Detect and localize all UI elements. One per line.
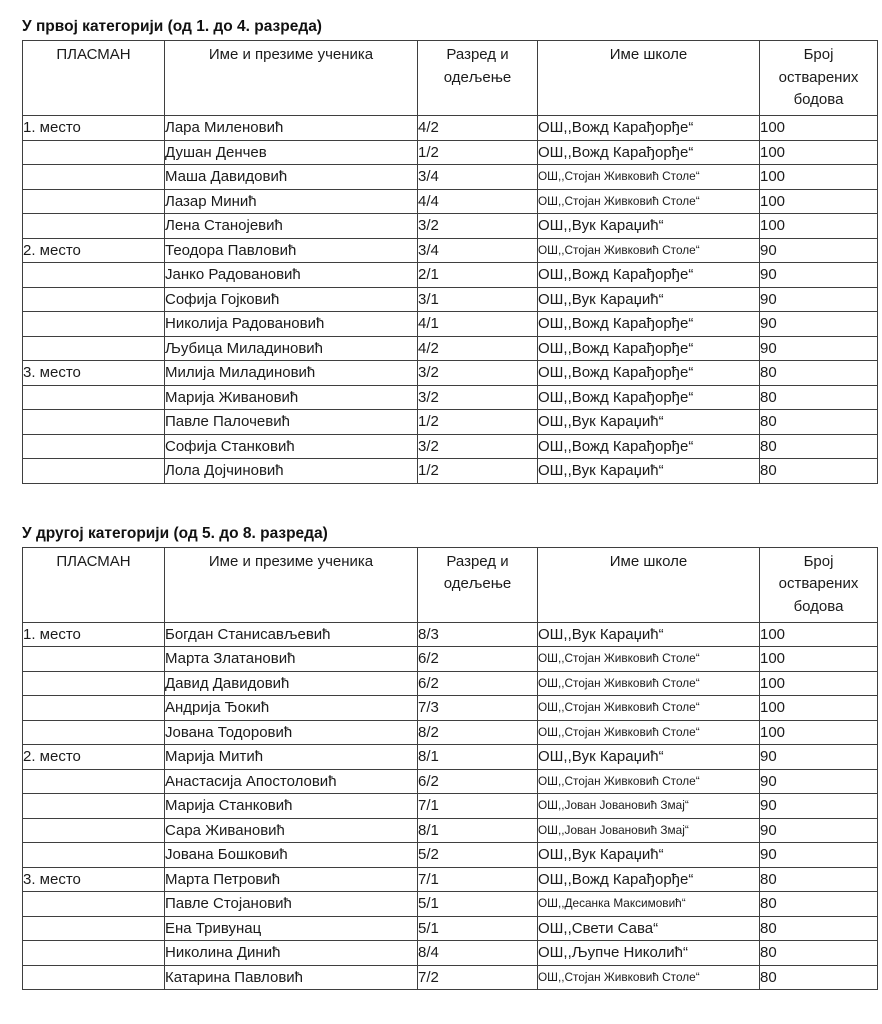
points-cell: 80 bbox=[760, 965, 878, 990]
table-row bbox=[23, 720, 878, 745]
school-cell: ОШ,,Вук Караџић“ bbox=[538, 622, 760, 647]
placement-cell bbox=[23, 647, 165, 672]
grade-cell: 7/3 bbox=[418, 696, 538, 721]
table-body bbox=[23, 622, 878, 990]
points-cell: 100 bbox=[760, 671, 878, 696]
table-row bbox=[23, 769, 878, 794]
points-cell: 100 bbox=[760, 214, 878, 239]
table-row bbox=[23, 696, 878, 721]
placement-cell bbox=[23, 794, 165, 819]
table-header-row bbox=[23, 41, 878, 116]
placement-cell: 2. место bbox=[23, 238, 165, 263]
school-cell: ОШ,,Стојан Живковић Столе“ bbox=[538, 720, 760, 745]
student-name-cell: Павле Палочевић bbox=[165, 410, 418, 435]
student-name-cell: Марта Златановић bbox=[165, 647, 418, 672]
table-row bbox=[23, 794, 878, 819]
student-name-cell: Душан Денчев bbox=[165, 140, 418, 165]
school-cell: ОШ,,Вожд Карађорђе“ bbox=[538, 312, 760, 337]
school-cell: ОШ,,Стојан Живковић Столе“ bbox=[538, 647, 760, 672]
grade-cell: 3/4 bbox=[418, 165, 538, 190]
student-name-cell: Катарина Павловић bbox=[165, 965, 418, 990]
student-name-cell: Љубица Миладиновић bbox=[165, 336, 418, 361]
placement-cell bbox=[23, 189, 165, 214]
school-cell: ОШ,,Стојан Живковић Столе“ bbox=[538, 769, 760, 794]
points-cell: 90 bbox=[760, 843, 878, 868]
grade-cell: 6/2 bbox=[418, 671, 538, 696]
student-name-cell: Јанко Радовановић bbox=[165, 263, 418, 288]
points-cell: 90 bbox=[760, 263, 878, 288]
points-cell: 100 bbox=[760, 116, 878, 141]
school-cell: ОШ,,Вук Караџић“ bbox=[538, 287, 760, 312]
table-row bbox=[23, 214, 878, 239]
points-cell: 80 bbox=[760, 916, 878, 941]
column-header-placement: ПЛАСМАН bbox=[23, 547, 165, 622]
student-name-cell: Софија Гојковић bbox=[165, 287, 418, 312]
grade-cell: 8/2 bbox=[418, 720, 538, 745]
student-name-cell: Анастасија Апостоловић bbox=[165, 769, 418, 794]
school-cell: ОШ,,Вук Караџић“ bbox=[538, 410, 760, 435]
placement-cell bbox=[23, 214, 165, 239]
grade-cell: 8/1 bbox=[418, 818, 538, 843]
category-section-second bbox=[22, 525, 882, 991]
student-name-cell: Јована Бошковић bbox=[165, 843, 418, 868]
section-title-first: У првој категорији (од 1. до 4. разреда) bbox=[22, 18, 322, 35]
grade-cell: 8/3 bbox=[418, 622, 538, 647]
student-name-cell: Николина Динић bbox=[165, 941, 418, 966]
placement-cell bbox=[23, 385, 165, 410]
column-header-student-name: Име и презиме ученика bbox=[165, 41, 418, 116]
placement-cell bbox=[23, 459, 165, 484]
points-cell: 80 bbox=[760, 385, 878, 410]
table-row bbox=[23, 287, 878, 312]
student-name-cell: Софија Станковић bbox=[165, 434, 418, 459]
results-table-first bbox=[22, 40, 878, 484]
grade-cell: 7/2 bbox=[418, 965, 538, 990]
table-row bbox=[23, 843, 878, 868]
column-header-grade-class: Разред и одељење bbox=[418, 41, 538, 116]
school-cell: ОШ,,Свети Сава“ bbox=[538, 916, 760, 941]
placement-cell: 3. место bbox=[23, 361, 165, 386]
student-name-cell: Ена Тривунац bbox=[165, 916, 418, 941]
student-name-cell: Андрија Ђокић bbox=[165, 696, 418, 721]
school-cell: ОШ,,Вук Караџић“ bbox=[538, 843, 760, 868]
table-row bbox=[23, 916, 878, 941]
school-cell: ОШ,,Стојан Живковић Столе“ bbox=[538, 189, 760, 214]
school-cell: ОШ,,Десанка Максимовић“ bbox=[538, 892, 760, 917]
grade-cell: 1/2 bbox=[418, 140, 538, 165]
column-header-points: Број остварених бодова bbox=[760, 41, 878, 116]
student-name-cell: Јована Тодоровић bbox=[165, 720, 418, 745]
points-cell: 100 bbox=[760, 140, 878, 165]
section-title-second: У другој категорији (од 5. до 8. разреда) bbox=[22, 524, 328, 542]
student-name-cell: Богдан Станисављевић bbox=[165, 622, 418, 647]
column-header-placement: ПЛАСМАН bbox=[23, 41, 165, 116]
table-body bbox=[23, 116, 878, 484]
points-cell: 80 bbox=[760, 459, 878, 484]
placement-cell bbox=[23, 941, 165, 966]
placement-cell bbox=[23, 434, 165, 459]
column-header-school-name: Име школе bbox=[538, 547, 760, 622]
table-row bbox=[23, 818, 878, 843]
points-cell: 100 bbox=[760, 165, 878, 190]
table-row bbox=[23, 385, 878, 410]
points-cell: 90 bbox=[760, 769, 878, 794]
school-cell: ОШ,,Стојан Живковић Столе“ bbox=[538, 238, 760, 263]
placement-cell bbox=[23, 671, 165, 696]
points-cell: 80 bbox=[760, 361, 878, 386]
points-cell: 100 bbox=[760, 647, 878, 672]
placement-cell bbox=[23, 916, 165, 941]
student-name-cell: Лара Миленовић bbox=[165, 116, 418, 141]
column-header-grade-class: Разред и одељење bbox=[418, 547, 538, 622]
grade-cell: 3/2 bbox=[418, 434, 538, 459]
student-name-cell: Николија Радовановић bbox=[165, 312, 418, 337]
column-header-school-name: Име школе bbox=[538, 41, 760, 116]
points-cell: 90 bbox=[760, 745, 878, 770]
table-row bbox=[23, 336, 878, 361]
grade-cell: 1/2 bbox=[418, 459, 538, 484]
grade-cell: 6/2 bbox=[418, 647, 538, 672]
points-cell: 80 bbox=[760, 867, 878, 892]
points-cell: 100 bbox=[760, 189, 878, 214]
table-row bbox=[23, 410, 878, 435]
table-row bbox=[23, 892, 878, 917]
table-row bbox=[23, 140, 878, 165]
placement-cell bbox=[23, 263, 165, 288]
points-cell: 90 bbox=[760, 818, 878, 843]
grade-cell: 4/2 bbox=[418, 336, 538, 361]
student-name-cell: Лазар Минић bbox=[165, 189, 418, 214]
grade-cell: 8/1 bbox=[418, 745, 538, 770]
student-name-cell: Марта Петровић bbox=[165, 867, 418, 892]
points-cell: 90 bbox=[760, 287, 878, 312]
table-row bbox=[23, 238, 878, 263]
points-cell: 80 bbox=[760, 941, 878, 966]
school-cell: ОШ,,Вожд Карађорђе“ bbox=[538, 140, 760, 165]
school-cell: ОШ,,Вожд Карађорђе“ bbox=[538, 434, 760, 459]
placement-cell bbox=[23, 818, 165, 843]
grade-cell: 7/1 bbox=[418, 867, 538, 892]
placement-cell bbox=[23, 336, 165, 361]
table-row bbox=[23, 263, 878, 288]
results-table-second bbox=[22, 547, 878, 991]
category-section-first bbox=[22, 18, 882, 484]
table-row bbox=[23, 745, 878, 770]
grade-cell: 5/2 bbox=[418, 843, 538, 868]
points-cell: 100 bbox=[760, 696, 878, 721]
points-cell: 80 bbox=[760, 434, 878, 459]
student-name-cell: Павле Стојановић bbox=[165, 892, 418, 917]
grade-cell: 3/1 bbox=[418, 287, 538, 312]
points-cell: 100 bbox=[760, 720, 878, 745]
school-cell: ОШ,,Љупче Николић“ bbox=[538, 941, 760, 966]
points-cell: 80 bbox=[760, 892, 878, 917]
school-cell: ОШ,,Стојан Живковић Столе“ bbox=[538, 165, 760, 190]
placement-cell: 3. место bbox=[23, 867, 165, 892]
student-name-cell: Маша Давидовић bbox=[165, 165, 418, 190]
placement-cell bbox=[23, 287, 165, 312]
placement-cell: 1. место bbox=[23, 116, 165, 141]
school-cell: ОШ,,Вожд Карађорђе“ bbox=[538, 361, 760, 386]
student-name-cell: Милија Миладиновић bbox=[165, 361, 418, 386]
grade-cell: 5/1 bbox=[418, 916, 538, 941]
table-row bbox=[23, 361, 878, 386]
grade-cell: 3/2 bbox=[418, 361, 538, 386]
placement-cell bbox=[23, 769, 165, 794]
school-cell: ОШ,,Стојан Живковић Столе“ bbox=[538, 965, 760, 990]
table-row bbox=[23, 165, 878, 190]
points-cell: 90 bbox=[760, 794, 878, 819]
grade-cell: 7/1 bbox=[418, 794, 538, 819]
school-cell: ОШ,,Вожд Карађорђе“ bbox=[538, 867, 760, 892]
table-row bbox=[23, 434, 878, 459]
table-row bbox=[23, 312, 878, 337]
points-cell: 90 bbox=[760, 312, 878, 337]
school-cell: ОШ,,Јован Јовановић Змај“ bbox=[538, 818, 760, 843]
student-name-cell: Марија Станковић bbox=[165, 794, 418, 819]
grade-cell: 3/4 bbox=[418, 238, 538, 263]
table-row bbox=[23, 459, 878, 484]
grade-cell: 4/4 bbox=[418, 189, 538, 214]
placement-cell bbox=[23, 720, 165, 745]
school-cell: ОШ,,Вожд Карађорђе“ bbox=[538, 385, 760, 410]
grade-cell: 4/1 bbox=[418, 312, 538, 337]
table-row bbox=[23, 622, 878, 647]
placement-cell bbox=[23, 965, 165, 990]
grade-cell: 3/2 bbox=[418, 385, 538, 410]
table-row bbox=[23, 647, 878, 672]
student-name-cell: Давид Давидовић bbox=[165, 671, 418, 696]
placement-cell: 2. место bbox=[23, 745, 165, 770]
points-cell: 90 bbox=[760, 238, 878, 263]
placement-cell: 1. место bbox=[23, 622, 165, 647]
school-cell: ОШ,,Вожд Карађорђе“ bbox=[538, 263, 760, 288]
student-name-cell: Теодора Павловић bbox=[165, 238, 418, 263]
school-cell: ОШ,,Вожд Карађорђе“ bbox=[538, 336, 760, 361]
points-cell: 90 bbox=[760, 336, 878, 361]
grade-cell: 8/4 bbox=[418, 941, 538, 966]
table-row bbox=[23, 941, 878, 966]
table-row bbox=[23, 867, 878, 892]
placement-cell bbox=[23, 410, 165, 435]
school-cell: ОШ,,Стојан Живковић Столе“ bbox=[538, 696, 760, 721]
table-header-row bbox=[23, 547, 878, 622]
school-cell: ОШ,,Вук Караџић“ bbox=[538, 459, 760, 484]
student-name-cell: Марија Живановић bbox=[165, 385, 418, 410]
placement-cell bbox=[23, 140, 165, 165]
placement-cell bbox=[23, 165, 165, 190]
points-cell: 100 bbox=[760, 622, 878, 647]
grade-cell: 3/2 bbox=[418, 214, 538, 239]
points-cell: 80 bbox=[760, 410, 878, 435]
grade-cell: 2/1 bbox=[418, 263, 538, 288]
student-name-cell: Сара Живановић bbox=[165, 818, 418, 843]
table-row bbox=[23, 671, 878, 696]
column-header-points: Број остварених бодова bbox=[760, 547, 878, 622]
column-header-student-name: Име и презиме ученика bbox=[165, 547, 418, 622]
school-cell: ОШ,,Јован Јовановић Змај“ bbox=[538, 794, 760, 819]
table-row bbox=[23, 116, 878, 141]
placement-cell bbox=[23, 312, 165, 337]
school-cell: ОШ,,Стојан Живковић Столе“ bbox=[538, 671, 760, 696]
placement-cell bbox=[23, 843, 165, 868]
student-name-cell: Лена Станојевић bbox=[165, 214, 418, 239]
school-cell: ОШ,,Вожд Карађорђе“ bbox=[538, 116, 760, 141]
placement-cell bbox=[23, 696, 165, 721]
student-name-cell: Лола Дојчиновић bbox=[165, 459, 418, 484]
grade-cell: 5/1 bbox=[418, 892, 538, 917]
placement-cell bbox=[23, 892, 165, 917]
table-row bbox=[23, 965, 878, 990]
school-cell: ОШ,,Вук Караџић“ bbox=[538, 214, 760, 239]
student-name-cell: Марија Митић bbox=[165, 745, 418, 770]
grade-cell: 1/2 bbox=[418, 410, 538, 435]
grade-cell: 6/2 bbox=[418, 769, 538, 794]
grade-cell: 4/2 bbox=[418, 116, 538, 141]
school-cell: ОШ,,Вук Караџић“ bbox=[538, 745, 760, 770]
table-row bbox=[23, 189, 878, 214]
